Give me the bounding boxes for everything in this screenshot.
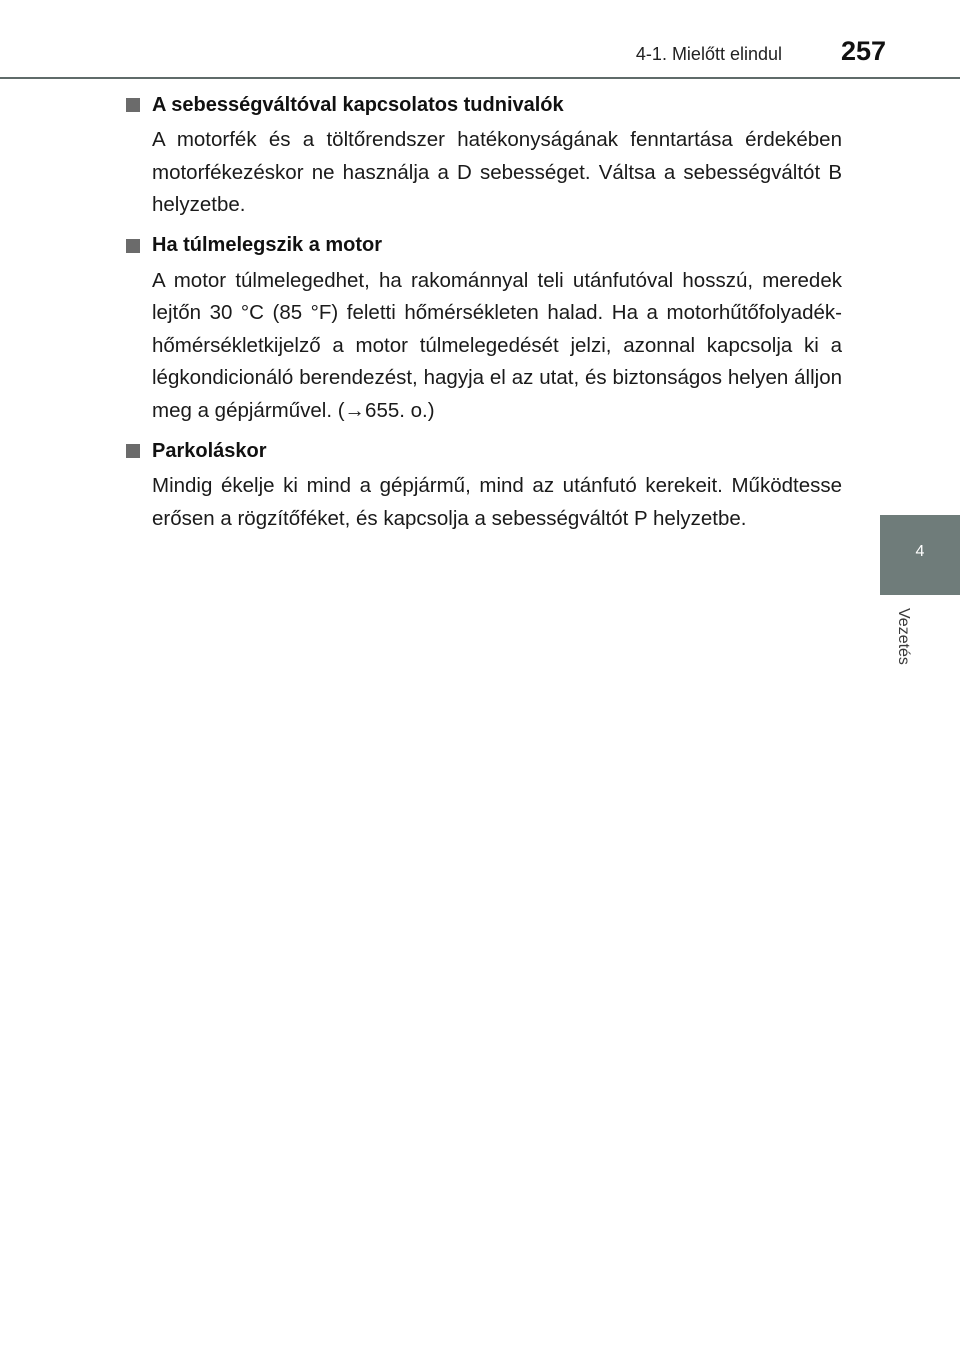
chapter-label-container <box>880 596 960 696</box>
section-heading-text: Parkoláskor <box>152 439 267 462</box>
section-body: Mindig ékelje ki mind a gépjármű, mind az utánfutó kerekeit. Működtesse erősen a rögzítőféket, és kapcsolja a sebességváltót P helyzetbe. <box>152 474 842 530</box>
chapter-label: Vezetés <box>895 608 912 665</box>
section-heading <box>126 90 842 120</box>
chapter-tab <box>880 515 960 595</box>
section-body: A motorfék és a töltőrendszer hatékonyságának fenntartása érdekében motorfékezéskor ne használja a D sebességet. Váltsa a sebességváltót B helyzetbe. <box>152 128 842 216</box>
section-heading-text: Ha túlmelegszik a motor <box>152 234 383 256</box>
section-heading-text: A sebességváltóval kapcsolatos tudnivalók <box>152 93 564 116</box>
header-divider <box>0 77 960 79</box>
page-content <box>126 90 842 535</box>
square-bullet-icon <box>126 239 140 253</box>
section-body: A motor túlmelegedhet, ha rakománnyal teli utánfutóval hosszú, meredek lejtőn 30 °C (85 °F) feletti hőmérsékleten halad. Ha a motorhűtőfolyadék-hőmérsékletkijelző a motor túlmelegedését jelzi, azonnal kapcsolja ki a légkondicionáló berendezést, hagyja el az utat, és biztonságos helyen álljon meg a gépjárművel. (→655. o.) <box>152 268 842 422</box>
section-title: 4-1. Mielőtt elindul <box>635 44 782 64</box>
square-bullet-icon <box>126 98 140 112</box>
section-heading <box>126 231 842 261</box>
page-number: 257 <box>840 36 886 66</box>
page-header <box>0 0 960 80</box>
section-overheating <box>126 231 842 428</box>
section-parking <box>126 436 842 535</box>
section-gearbox <box>126 90 842 222</box>
square-bullet-icon <box>126 444 140 458</box>
section-heading <box>126 436 842 466</box>
chapter-number: 4 <box>915 543 925 560</box>
